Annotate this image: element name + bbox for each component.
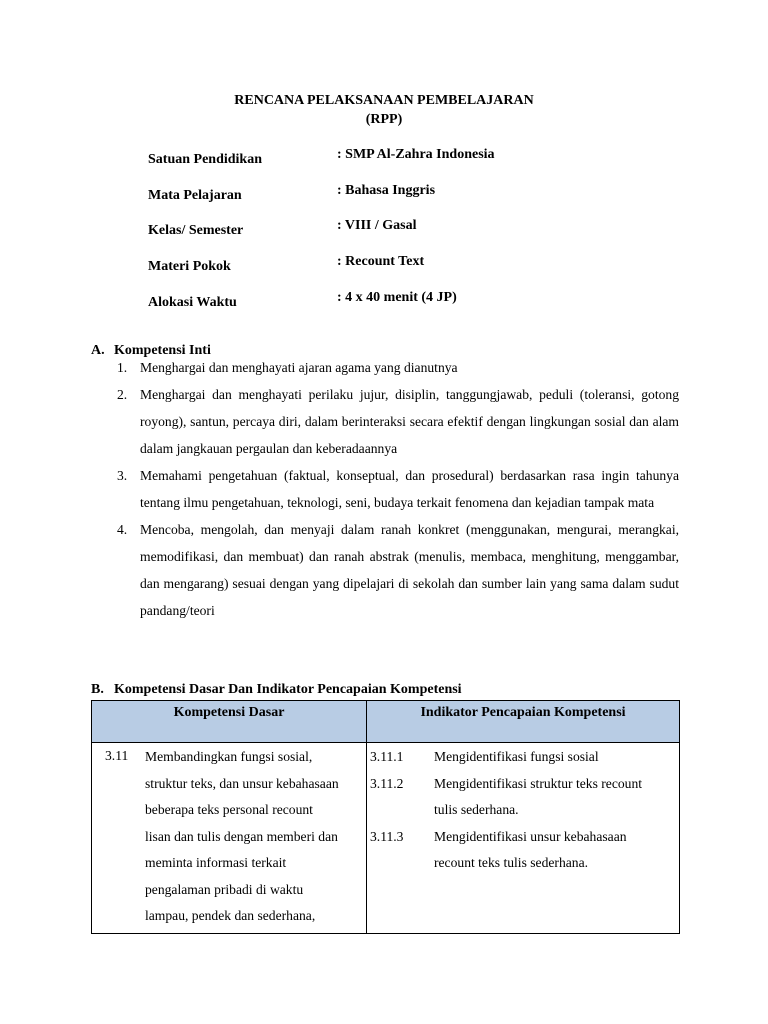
list-item — [117, 381, 679, 462]
indicator-text: tulis sederhana. — [434, 802, 519, 817]
kd-text — [145, 744, 362, 930]
kd-number: 3.11 — [105, 748, 129, 763]
indicator-text: Mengidentifikasi struktur teks recount — [434, 775, 643, 791]
info-value-alokasi: : 4 x 40 menit (4 JP) — [337, 290, 457, 305]
info-label-materi: Materi Pokok — [148, 259, 231, 274]
info-label-kelas: Kelas/ Semester — [148, 223, 244, 238]
section-a-title: Kompetensi Inti — [114, 343, 211, 358]
document-title: RENCANA PELAKSANAAN PEMBELAJARAN — [234, 93, 534, 108]
kd-line: meminta informasi terkait — [145, 855, 287, 870]
document-subtitle: (RPP) — [365, 112, 403, 127]
indicator-text: Mengidentifikasi unsur kebahasaan — [434, 828, 627, 844]
info-label-satuan: Satuan Pendidikan — [148, 152, 262, 167]
indicator-code: 3.11.3 — [370, 828, 404, 844]
table-header-row — [92, 701, 680, 743]
list-item-text: Menghargai dan menghayati perilaku jujur, disiplin, tanggungjawab, peduli (toleransi, gotong royong), santun, percaya diri, dalam berinteraksi secara efektif dengan lingkungan sosial dan alam dalam jangkauan pergaulan dan keberadaannya — [140, 387, 679, 456]
section-a-letter: A. — [91, 343, 105, 358]
list-item — [117, 358, 679, 378]
list-item-number: 1. — [117, 360, 128, 375]
indicator-code: 3.11.1 — [370, 749, 404, 764]
indicator-text: recount teks tulis sederhana. — [434, 855, 589, 870]
list-item — [117, 516, 679, 624]
section-b-title: Kompetensi Dasar Dan Indikator Pencapaian Kompetensi — [114, 682, 462, 697]
info-label-alokasi: Alokasi Waktu — [148, 295, 237, 310]
list-item-text: Memahami pengetahuan (faktual, konseptual, dan prosedural) berdasarkan rasa ingin tahunya tentang ilmu pengetahuan, teknologi, seni, budaya terkait fenomena dan kejadian tampak mata — [140, 468, 679, 510]
info-value-mapel: : Bahasa Inggris — [337, 183, 436, 198]
kd-cell — [92, 743, 367, 934]
indicator-item — [367, 771, 679, 824]
indicator-code: 3.11.2 — [370, 775, 404, 791]
kd-line: beberapa teks personal recount — [145, 802, 313, 817]
kd-line: lampau, pendek dan sederhana, — [145, 908, 316, 923]
info-value-satuan: : SMP Al-Zahra Indonesia — [337, 147, 495, 162]
ipk-cell — [367, 743, 680, 934]
section-b-heading — [91, 682, 462, 698]
header-kompetensi-dasar: Kompetensi Dasar — [92, 701, 367, 743]
header-indikator: Indikator Pencapaian Kompetensi — [367, 701, 680, 743]
kd-line: pengalaman pribadi di waktu — [145, 881, 304, 897]
list-item-number: 4. — [117, 522, 128, 537]
info-value-kelas: : VIII / Gasal — [337, 218, 417, 233]
list-item-number: 3. — [117, 468, 128, 483]
indicator-item — [367, 744, 679, 771]
kd-line: lisan dan tulis dengan memberi dan — [145, 828, 338, 844]
info-label-mapel: Mata Pelajaran — [148, 188, 242, 203]
list-item-number: 2. — [117, 387, 128, 402]
section-b-letter: B. — [91, 682, 104, 697]
list-item-text: Menghargai dan menghayati ajaran agama yang dianutnya — [140, 360, 458, 375]
list-item-text: Mencoba, mengolah, dan menyaji dalam ranah konkret (menggunakan, mengurai, merangkai, memodifikasi, dan membuat) dan ranah abstrak (menulis, membaca, menghitung, menggambar, dan mengarang) sesuai dengan yang dipelajari di sekolah dan sumber lain yang sama dalam sudut pandang/teori — [140, 522, 679, 618]
section-a-heading — [91, 343, 211, 359]
info-value-materi: : Recount Text — [337, 254, 425, 269]
indicator-text: Mengidentifikasi fungsi sosial — [434, 749, 599, 764]
table-row — [92, 743, 680, 934]
indicator-item — [367, 824, 679, 877]
list-item — [117, 462, 679, 516]
kd-line: struktur teks, dan unsur kebahasaan — [145, 775, 339, 791]
kd-line: Membandingkan fungsi sosial, — [145, 749, 313, 764]
kd-ipk-table — [91, 700, 680, 934]
kompetensi-inti-list — [117, 358, 679, 624]
